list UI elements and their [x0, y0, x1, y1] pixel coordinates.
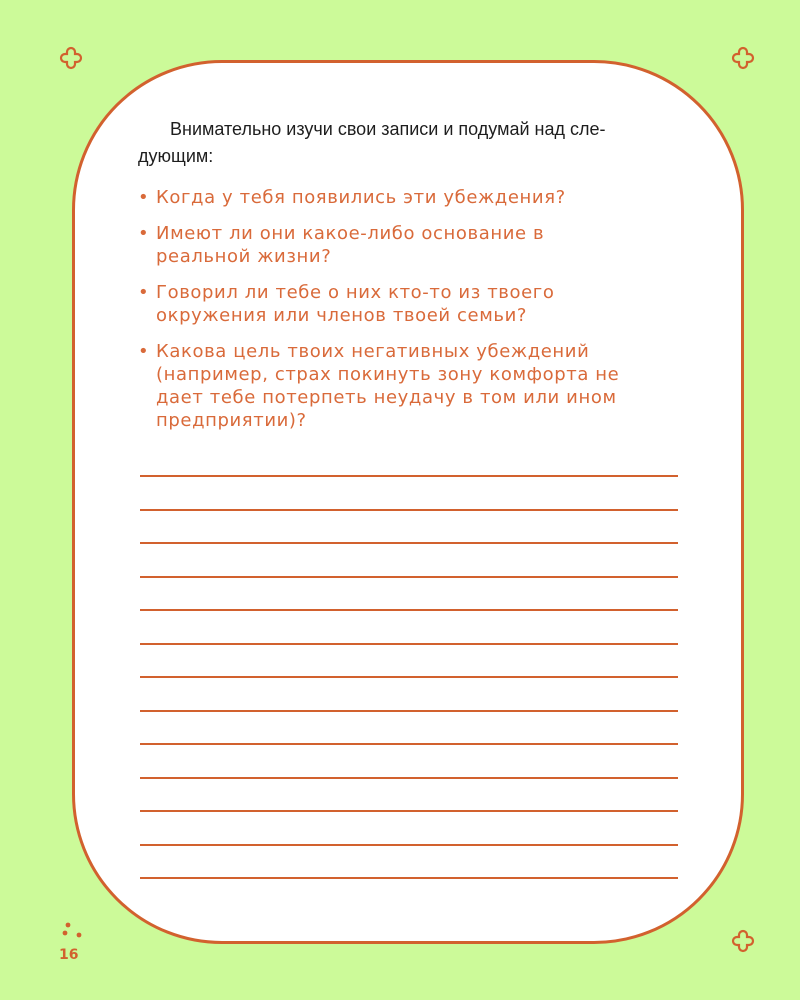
writing-line[interactable] [140, 777, 678, 779]
question-text: Говорил ли тебе о них кто-то из твоего окружения или членов твоей семьи? [156, 282, 555, 326]
writing-line[interactable] [140, 676, 678, 678]
question-list [138, 186, 698, 445]
writing-line[interactable] [140, 643, 678, 645]
writing-line[interactable] [140, 877, 678, 879]
writing-line[interactable] [140, 475, 678, 477]
writing-line[interactable] [140, 743, 678, 745]
bullet-icon: • [138, 223, 150, 244]
flower-icon [57, 44, 85, 72]
writing-line[interactable] [140, 609, 678, 611]
writing-line[interactable] [140, 509, 678, 511]
flower-icon [729, 927, 757, 955]
writing-line[interactable] [140, 844, 678, 846]
question-text: Когда у тебя появились эти убеждения? [156, 187, 566, 208]
bullet-icon: • [138, 341, 150, 362]
writing-line[interactable] [140, 542, 678, 544]
writing-line[interactable] [140, 576, 678, 578]
bullet-icon: • [138, 282, 150, 303]
three-dots-icon [60, 920, 86, 942]
page-number: 16 [59, 947, 79, 963]
intro-paragraph: Внимательно изучи свои записи и подумай над сле- дующим: [138, 119, 606, 166]
writing-line[interactable] [140, 810, 678, 812]
flower-icon [729, 44, 757, 72]
question-item [138, 222, 698, 268]
question-text: Имеют ли они какое-либо основание в реальной жизни? [156, 223, 545, 267]
writing-lines[interactable] [140, 475, 678, 911]
question-item [138, 281, 698, 327]
bullet-icon: • [138, 187, 150, 208]
question-item [138, 340, 698, 432]
question-item [138, 186, 698, 209]
writing-line[interactable] [140, 710, 678, 712]
question-text: Какова цель твоих негативных убеждений (например, страх покинуть зону комфорта не дает тебе потерпеть неудачу в том или ином предприятии)? [156, 341, 620, 431]
